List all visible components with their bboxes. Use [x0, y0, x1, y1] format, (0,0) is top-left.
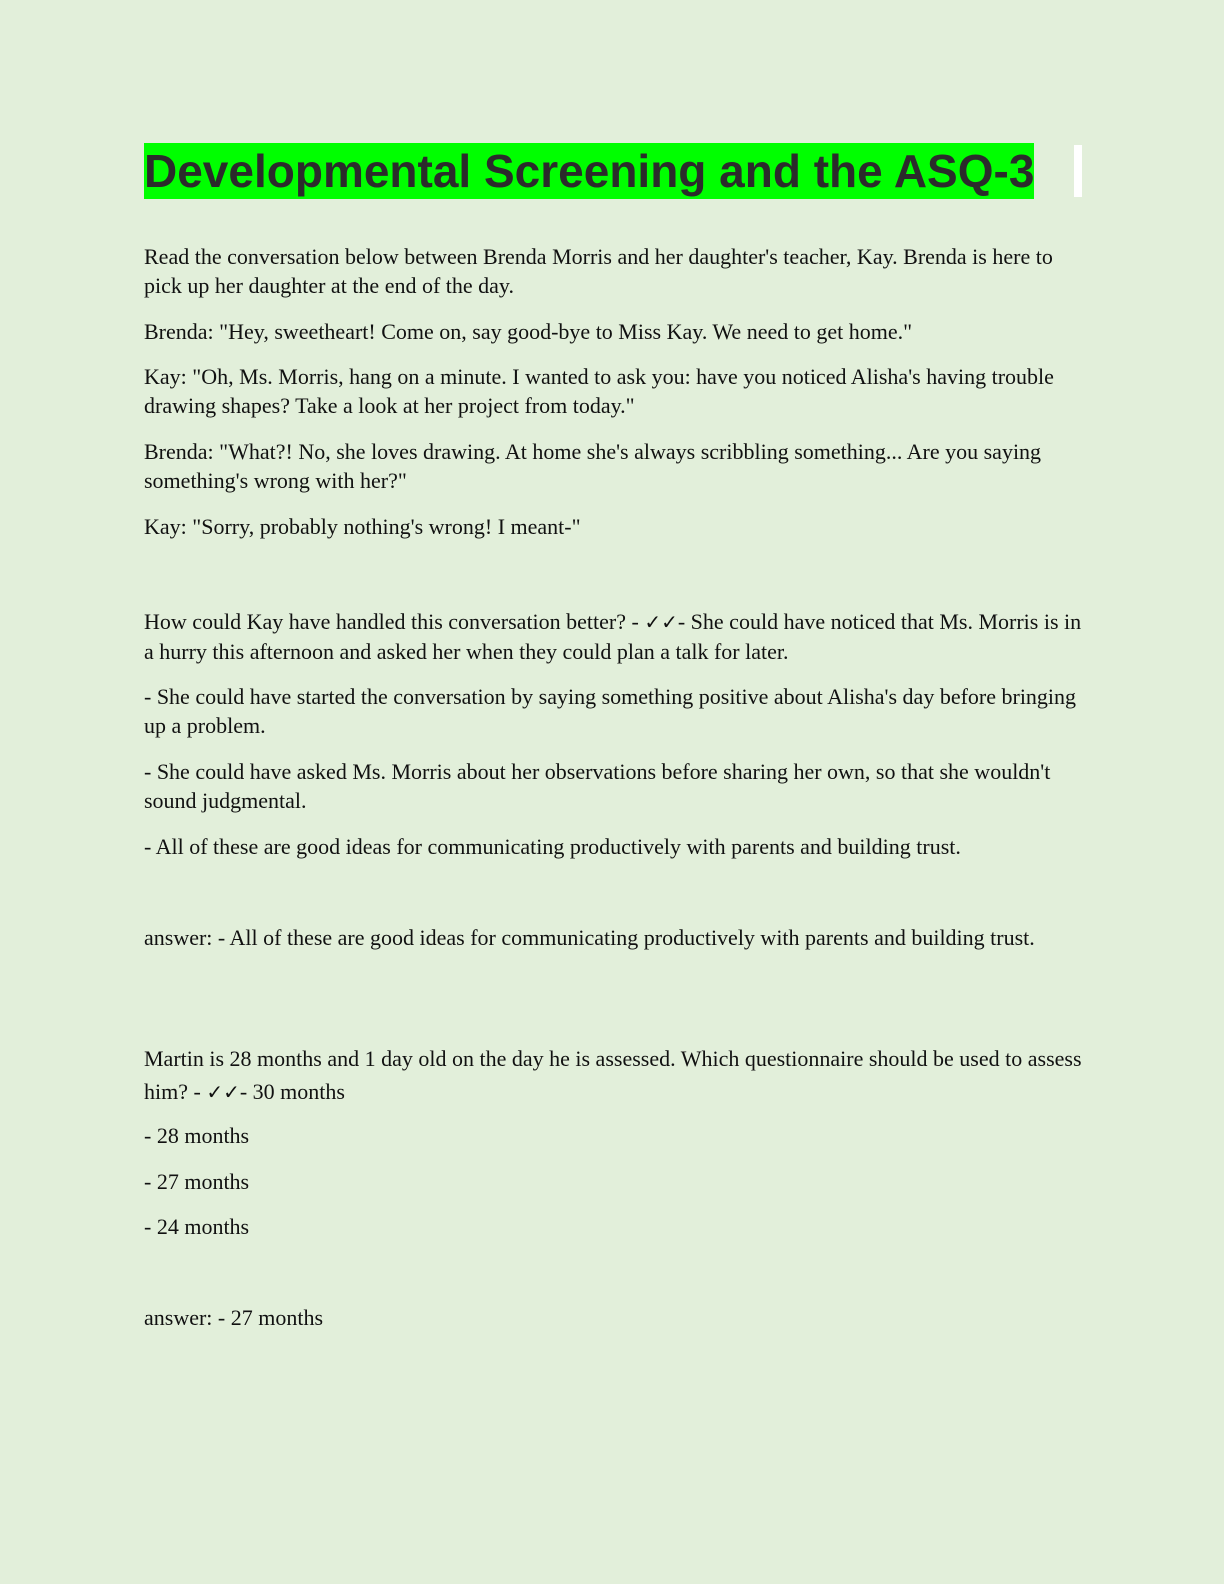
- question-1-first-option: - She could have noticed that Ms. Morris is in a hurry this afternoon and asked her when they could plan a talk for later.: [144, 609, 1082, 664]
- question-2-option: - 27 months: [144, 1169, 250, 1194]
- question-1-answer: answer: - All of these are good ideas for communicating productively with parents and building trust.: [144, 925, 1035, 950]
- question-1-text: How could Kay have handled this conversation better? -: [144, 609, 645, 634]
- dialogue-line-brenda-2: Brenda: "What?! No, she loves drawing. At home she's always scribbling something... Are you saying something's wrong with her?": [144, 439, 1042, 493]
- question-2: [144, 1042, 1084, 1109]
- dialogue-line-kay-2: Kay: "Sorry, probably nothing's wrong! I meant-": [144, 514, 581, 539]
- question-1-option: - She could have asked Ms. Morris about her observations before sharing her own, so that she wouldn't sound judgmental.: [144, 759, 1051, 813]
- double-check-icon: ✓✓: [644, 610, 678, 634]
- intro-paragraph: Read the conversation below between Brenda Morris and her daughter's teacher, Kay. Brenda is here to pick up her daughter at the end of the day.: [144, 244, 1053, 298]
- document-title: Developmental Screening and the ASQ-3: [144, 145, 1035, 197]
- question-2-option: - 28 months: [144, 1123, 250, 1148]
- dialogue-line-kay-1: Kay: "Oh, Ms. Morris, hang on a minute. I wanted to ask you: have you noticed Alisha's having trouble drawing shapes? Take a look at her project from today.": [144, 364, 1054, 418]
- question-2-first-option: - 30 months: [239, 1079, 345, 1104]
- text-cursor: [1074, 145, 1082, 197]
- question-1-option: - She could have started the conversation by saying something positive about Alisha's day before bringing up a problem.: [144, 684, 1077, 738]
- question-2-option: - 24 months: [144, 1214, 250, 1239]
- question-2-text: Martin is 28 months and 1 day old on the day he is assessed. Which questionnaire should be used to assess him? -: [144, 1046, 1082, 1104]
- question-2-answer: answer: - 27 months: [144, 1305, 324, 1330]
- question-1: [144, 607, 1084, 666]
- dialogue-line-brenda-1: Brenda: "Hey, sweetheart! Come on, say good-bye to Miss Kay. We need to get home.": [144, 319, 913, 344]
- question-1-option: - All of these are good ideas for communicating productively with parents and building trust.: [144, 834, 961, 859]
- double-check-icon: ✓✓: [206, 1080, 240, 1104]
